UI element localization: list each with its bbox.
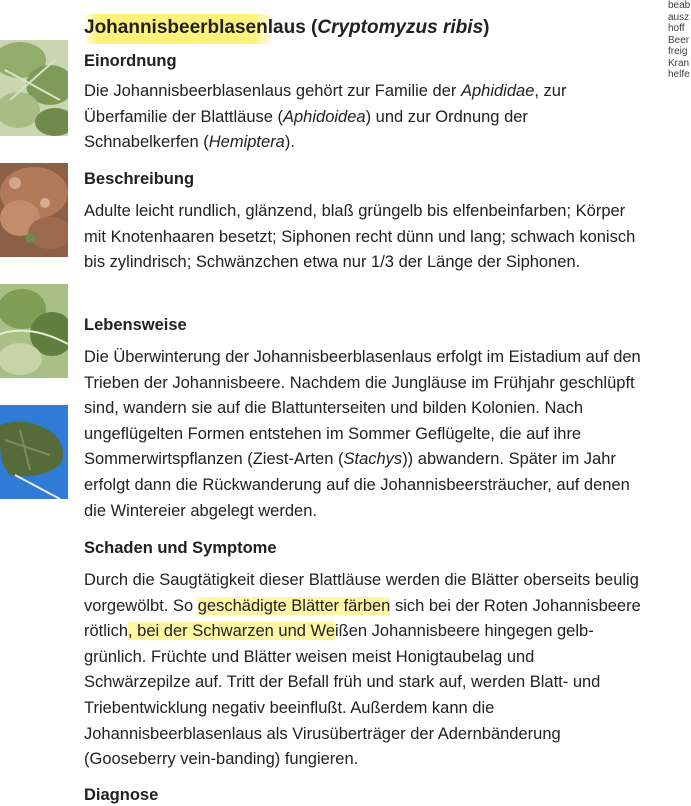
italic-term: Aphidoidea: [283, 107, 366, 126]
side-note-line: freig: [668, 46, 688, 57]
leaf-cluster-icon: [0, 40, 68, 136]
side-note-line: hoff: [668, 23, 685, 34]
thumbnail-image-2[interactable]: [0, 163, 68, 257]
side-note-line: Kran: [668, 57, 690, 69]
text-run: Durch die Saugtätigkeit dieser Blattläuse werden die Blätter oberseits beulig vorgewölbt. So: [84, 571, 639, 615]
title-common-name-rest: aus: [273, 17, 306, 38]
side-note-line: Beer: [668, 34, 690, 46]
title-separator: (: [305, 17, 318, 38]
heading-beschreibung: Beschreibung: [84, 170, 195, 188]
text-run: , zur Überfamilie der Blattläuse (: [84, 82, 567, 126]
italic-term: Hemiptera: [208, 133, 285, 152]
paragraph-schaden-und-symptome: [84, 568, 644, 773]
paragraph-einordnung: [84, 79, 644, 156]
thumbnail-image-1[interactable]: [0, 40, 68, 136]
heading-diagnose: Diagnose: [84, 786, 159, 804]
text-run: Die Johannisbeerblasenlaus gehört zur Familie der: [84, 82, 461, 100]
heading-schaden-und-symptome: Schaden und Symptome: [84, 539, 277, 557]
blistered-leaf-icon: [0, 163, 68, 257]
text-highlight: , bei der Schwarzen und We: [128, 622, 335, 641]
side-note-clipped: [668, 0, 691, 81]
side-note-line: ausz: [668, 11, 690, 23]
paragraph-lebensweise: [84, 345, 644, 524]
paragraph-beschreibung: Adulte leicht rundlich, glänzend, blaß grüngelb bis elfenbeinfarben; Körper mit Knotenhaaren besetzt; Siphonen recht dünn und lang; schwach konisch bis zylindrisch; Schwänzchen etwa nur 1/3 der Länge der Siphonen.: [84, 202, 636, 272]
thumbnail-image-4[interactable]: [0, 405, 68, 499]
text-highlight: geschädigte Blätter färben: [197, 596, 391, 615]
title-latin-name: Cryptomyzus ribis: [317, 17, 484, 38]
text-run: Die Überwinterung der Johannisbeerblasenlaus erfolgt im Eistadium auf den Trieben der Johannisbeere. Nachdem die Jungläuse im Frühjahr geschlüpft sind, wandern sie auf die Blattunterseiten und bilden Kolonien. Nach ungeflügelten Formen entstehen im Sommer Geflügelte, die auf ihre Sommerwirtspflanzen (Ziest-Arten (: [84, 348, 641, 469]
thumbnail-image-3[interactable]: [0, 284, 68, 378]
leaf-on-blue-icon: [0, 405, 68, 499]
text-run: sich bei der Roten Johannisbeere rötlich: [84, 596, 641, 641]
side-note-line: helfe: [668, 69, 690, 80]
text-run: ).: [284, 133, 295, 152]
text-run: )) abwandern. Später im Jahr erfolgt dann die Rückwanderung auf die Johannisbeersträucher, auf denen die Wintereier abgelegt werden.: [84, 450, 630, 520]
heading-einordnung: Einordnung: [84, 52, 177, 70]
title-close: ): [483, 17, 490, 38]
green-leaves-icon: [0, 284, 68, 378]
text-run: ) und zur Ordnung der Schnabelkerfen (: [84, 107, 528, 152]
italic-term: Aphididae: [460, 82, 535, 100]
italic-term: Stachys: [343, 450, 403, 469]
page-title: [84, 15, 489, 41]
side-note-line: beab: [668, 0, 691, 11]
title-highlight: [84, 14, 273, 44]
title-common-name: Johannisbeerblasenl: [84, 17, 274, 38]
text-run: ißen Johannisbeere hingegen gelb-grünlich. Früchte und Blätter weisen meist Honigtaubelag und Schwärzepilze auf. Tritt der Befall früh und stark auf, werden Blatt- und Triebentwicklung negativ beeinflußt. Außerdem kann die Johannisbeerblasenlaus als Virusüberträger der Adernbänderung (Gooseberry vein-banding) fungieren.: [84, 622, 601, 769]
heading-lebensweise: Lebensweise: [84, 316, 187, 334]
